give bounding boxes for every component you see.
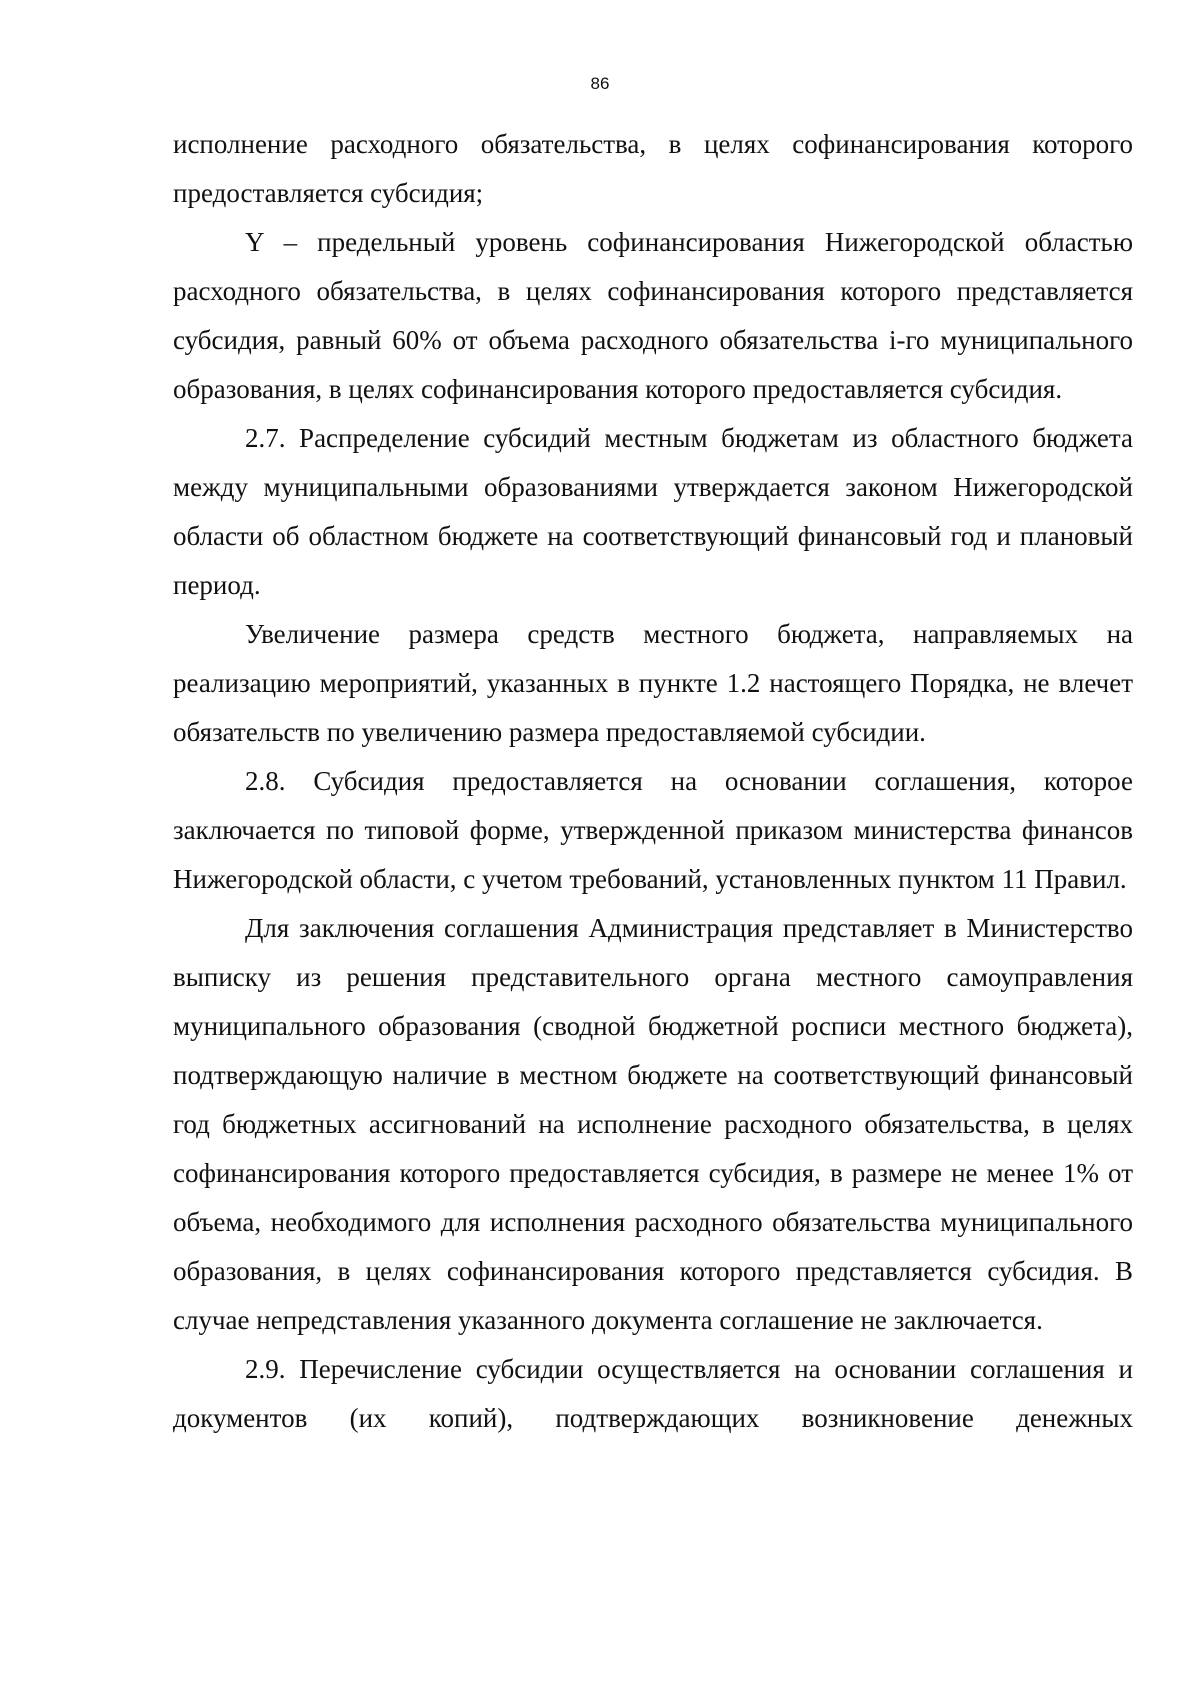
paragraph-agreement-conditions: Для заключения соглашения Администрация представляет в Министерство выписку из решения представительного органа местного самоуправления муниципального образования (сводной бюджетной росписи местного бюджета), подтверждающую наличие в местном бюджете на соответствующий финансовый год бюджетных ассигнований на исполнение расходного обязательства, в целях софинансирования которого предоставляется субсидия, в размере не менее 1% от объема, необходимого для исполнения расходного обязательства муниципального образования, в целях софинансирования которого представляется субсидия. В случае непредставления указанного документа соглашение не заключается. — [173, 913, 1133, 1335]
paragraph-continuation: исполнение расходного обязательства, в целях софинансирования которого предоставляется субсидия; — [173, 129, 1133, 208]
paragraph-2-9: 2.9. Перечисление субсидии осуществляется на основании соглашения и документов (их копий), подтверждающих возникновение денежных — [173, 1354, 1133, 1433]
document-body — [173, 120, 1133, 1443]
paragraph-increase: Увеличение размера средств местного бюджета, направляемых на реализацию мероприятий, указанных в пункте 1.2 настоящего Порядка, не влечет обязательств по увеличению размера предоставляемой субсидии. — [173, 619, 1133, 747]
paragraph-2-8: 2.8. Субсидия предоставляется на основании соглашения, которое заключается по типовой форме, утвержденной приказом министерства финансов Нижегородской области, с учетом требований, установленных пунктом 11 Правил. — [173, 766, 1133, 894]
paragraph-y-definition: Y – предельный уровень софинансирования Нижегородской областью расходного обязательства, в целях софинансирования которого представляется субсидия, равный 60% от объема расходного обязательства i-го муниципального образования, в целях софинансирования которого предоставляется субсидия. — [173, 227, 1133, 404]
paragraph-2-7: 2.7. Распределение субсидий местным бюджетам из областного бюджета между муниципальными образованиями утверждается законом Нижегородской области об областном бюджете на соответствующий финансовый год и плановый период. — [173, 423, 1133, 600]
page-number: 86 — [590, 74, 610, 93]
